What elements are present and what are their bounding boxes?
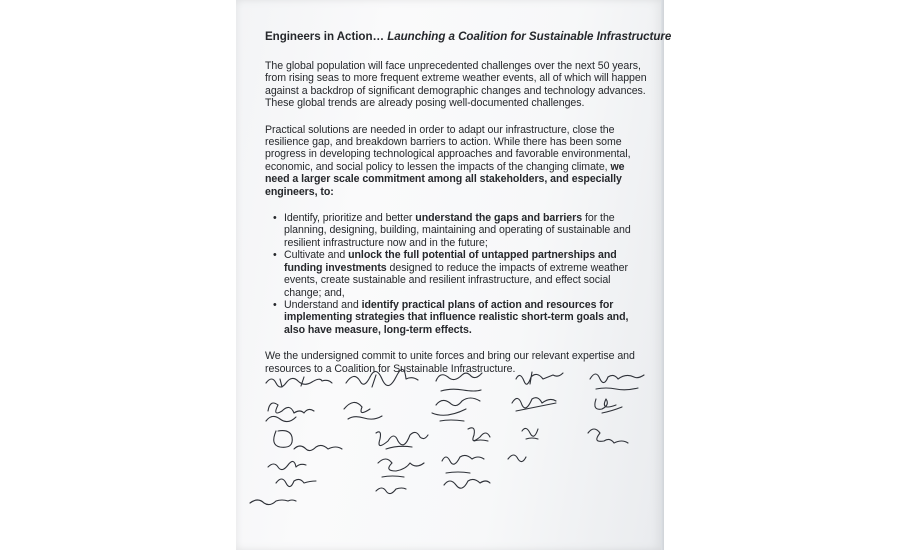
signature xyxy=(346,369,418,387)
list-item xyxy=(273,299,649,336)
signature xyxy=(344,402,382,419)
paragraph-text: Practical solutions are needed in order to adapt our infrastructure, close the resilience gap, and breakdown barriers to action. While there has been some progress in developing technological approaches and favorable environmental, economic, and social policy to lessen the impacts of the changing climate, xyxy=(265,123,631,173)
bullet-marker: • xyxy=(273,298,277,311)
signature xyxy=(376,488,406,494)
item-text: Understand and xyxy=(284,298,362,311)
bullet-marker: • xyxy=(273,212,277,225)
signature xyxy=(266,403,314,422)
signature xyxy=(595,399,622,413)
paragraph-global-challenges: The global population will face unprecedented challenges over the next 50 years, from rising seas to more frequent extreme weather events, all of which will happen against a backdrop of significant demographic changes and technology advances. These global trends are already posing well-documented challenges. xyxy=(265,60,647,110)
title-subtitle: Launching a Coalition for Sustainable Infrastructure xyxy=(387,30,672,43)
item-emphasis: unlock the full potential of untapped partnerships and funding investments xyxy=(284,249,617,274)
signature xyxy=(442,455,484,473)
list-item xyxy=(273,212,649,249)
signature-block xyxy=(236,369,664,519)
signature xyxy=(508,455,526,462)
signature xyxy=(512,398,556,411)
signature-scribbles xyxy=(236,369,664,519)
signature xyxy=(436,373,482,391)
commitment-list xyxy=(265,212,649,336)
signed-letter-page xyxy=(236,0,672,550)
signature xyxy=(276,479,316,487)
item-emphasis: identify practical plans of action and resources for implementing strategies that influence realistic short-term goals and, also have measure, long-term effects. xyxy=(284,298,629,336)
signature xyxy=(274,431,342,451)
signature xyxy=(522,428,538,439)
paragraph-emphasis: we need a larger scale commitment among all stakeholders, and especially engineers, to: xyxy=(265,160,625,198)
item-text: for the planning, designing, building, maintaining and operating of sustainable and resilient infrastructure now and in the future; xyxy=(284,212,631,249)
signature xyxy=(376,432,428,449)
signature xyxy=(444,479,490,488)
pledge-statement: We the undersigned commit to unite forces and bring our relevant expertise and resources to a Coalition for Sustainable Infrastructure. xyxy=(265,350,635,375)
item-text: designed to reduce the impacts of extreme weather events, create sustainable and resilient infrastructure, and effect social change; and, xyxy=(284,261,628,299)
signature xyxy=(516,372,563,384)
signature xyxy=(588,429,628,443)
signature xyxy=(266,377,332,387)
list-item xyxy=(273,249,649,299)
signature xyxy=(590,374,644,390)
item-text: Cultivate and xyxy=(284,249,349,262)
signature xyxy=(468,428,490,441)
signature xyxy=(378,459,424,477)
title-lead: Engineers in Action… xyxy=(265,30,388,43)
bullet-marker: • xyxy=(273,249,277,262)
item-text: Identify, prioritize and better xyxy=(284,212,416,225)
signature xyxy=(432,398,480,421)
signature xyxy=(250,500,296,505)
letter-title xyxy=(265,30,672,44)
item-emphasis: understand the gaps and barriers xyxy=(415,212,583,225)
paragraph-practical-solutions xyxy=(265,124,649,198)
signature xyxy=(268,461,306,469)
letter-body xyxy=(265,30,672,375)
